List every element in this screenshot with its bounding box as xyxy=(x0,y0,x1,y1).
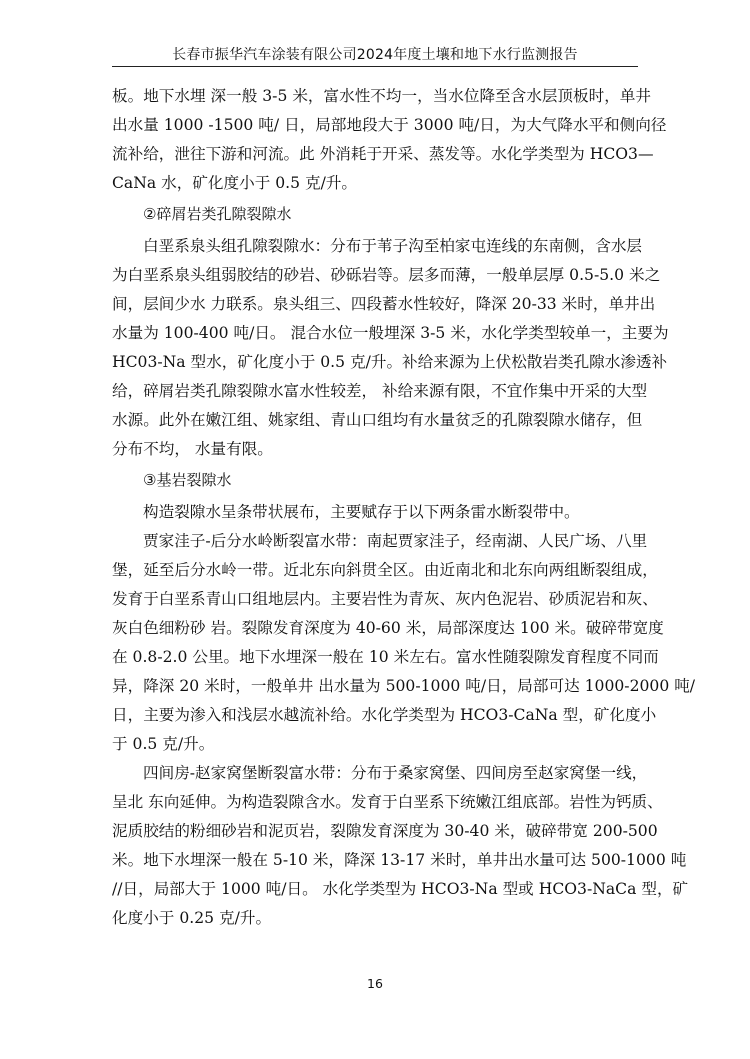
header-divider xyxy=(112,66,638,67)
body-paragraph xyxy=(112,232,669,464)
body-paragraph xyxy=(112,527,696,759)
text-line: //日，局部大于 1000 吨/日。 水化学类型为 HCO3-Na 型或 HCO3-NaCa 型，矿 xyxy=(112,880,689,898)
body-paragraph xyxy=(112,498,638,527)
text-line: 板。地下水埋 深一般 3-5 米，富水性不均一，当水位降至含水层顶板时，单井 xyxy=(112,87,651,105)
text-line: 灰白色细粉砂 岩。裂隙发育深度为 40-60 米，局部深度达 100 米。破碎带宽度 xyxy=(112,619,664,637)
text-line: HC03-Na 型水，矿化度小于 0.5 克/升。补给来源为上伏松散岩类孔隙水渗透补 xyxy=(112,353,668,371)
section-heading: ③基岩裂隙水 xyxy=(143,471,232,489)
text-line: 贾家洼子-后分水岭断裂富水带：南起贾家洼子，经南湖、人民广场、八里 xyxy=(143,532,648,550)
text-line: 米。地下水埋深一般在 5-10 米，降深 13-17 米时，单井出水量可达 500-1000 吨 xyxy=(112,851,687,869)
text-line: 化度小于 0.25 克/升。 xyxy=(112,909,272,927)
text-line: 发育于白垩系青山口组地层内。主要岩性为青灰、灰内色泥岩、砂质泥岩和灰、 xyxy=(112,590,658,608)
text-line: 给，碎屑岩类孔隙裂隙水富水性较差， 补给来源有限，不宜作集中开采的大型 xyxy=(112,382,648,400)
text-line: 在 0.8-2.0 公里。地下水埋深一般在 10 米左右。富水性随裂隙发育程度不同而 xyxy=(112,648,659,666)
text-line: 分布不均， 水量有限。 xyxy=(112,440,273,458)
text-line: 水量为 100-400 吨/日。 混合水位一般埋深 3-5 米，水化学类型较单一，主要为 xyxy=(112,324,669,342)
text-line: 为白垩系泉头组弱胶结的砂岩、砂砾岩等。层多而薄，一般单层厚 0.5-5.0 米之 xyxy=(112,266,661,284)
page-number: 16 xyxy=(367,976,383,991)
text-line: 日，主要为渗入和浅层水越流补给。水化学类型为 HCO3-CaNa 型，矿化度小 xyxy=(112,706,657,724)
text-line: 间，层间少水 力联系。泉头组三、四段蓄水性较好，降深 20-33 米时，单井出 xyxy=(112,295,656,313)
text-line: 异，降深 20 米时，一般单井 出水量为 500-1000 吨/日，局部可达 1000-2000 吨/ xyxy=(112,677,696,695)
text-line: 堡，延至后分水岭一带。近北东向斜贯全区。由近南北和北东向两组断裂组成， xyxy=(112,561,658,579)
text-line: 流补给，泄往下游和河流。此 外消耗于开采、蒸发等。水化学类型为 HCO3— xyxy=(112,145,654,163)
text-line: CaNa 水，矿化度小于 0.5 克/升。 xyxy=(112,174,358,192)
text-line: 泥质胶结的粉细砂岩和泥页岩，裂隙发育深度为 30-40 米，破碎带宽 200-500 xyxy=(112,822,658,840)
text-line: 白垩系泉头组孔隙裂隙水：分布于苇子沟至柏家屯连线的东南侧，含水层 xyxy=(143,237,643,255)
text-line: 水源。此外在嫩江组、姚家组、青山口组均有水量贫乏的孔隙裂隙水储存，但 xyxy=(112,411,643,429)
text-line: 于 0.5 克/升。 xyxy=(112,735,215,753)
text-line: 出水量 1000 -1500 吨/ 日，局部地段大于 3000 吨/日，为大气降水平和侧向径 xyxy=(112,116,667,134)
text-line: 呈北 东向延伸。为构造裂隙含水。发育于白垩系下统嫩江组底部。岩性为钙质、 xyxy=(112,793,663,811)
body-paragraph xyxy=(112,82,667,198)
body-paragraph xyxy=(112,759,689,933)
document-body xyxy=(112,82,696,933)
running-header: 长春市振华汽车涂装有限公司2024年度土壤和地下水行监测报告 xyxy=(172,47,578,63)
text-line: 四间房-赵家窝堡断裂富水带：分布于桑家窝堡、四间房至赵家窝堡一线， xyxy=(143,764,648,782)
text-line: 构造裂隙水呈条带状展布，主要赋存于以下两条雷水断裂带中。 xyxy=(143,503,580,521)
section-heading: ②碎屑岩类孔隙裂隙水 xyxy=(143,205,292,223)
